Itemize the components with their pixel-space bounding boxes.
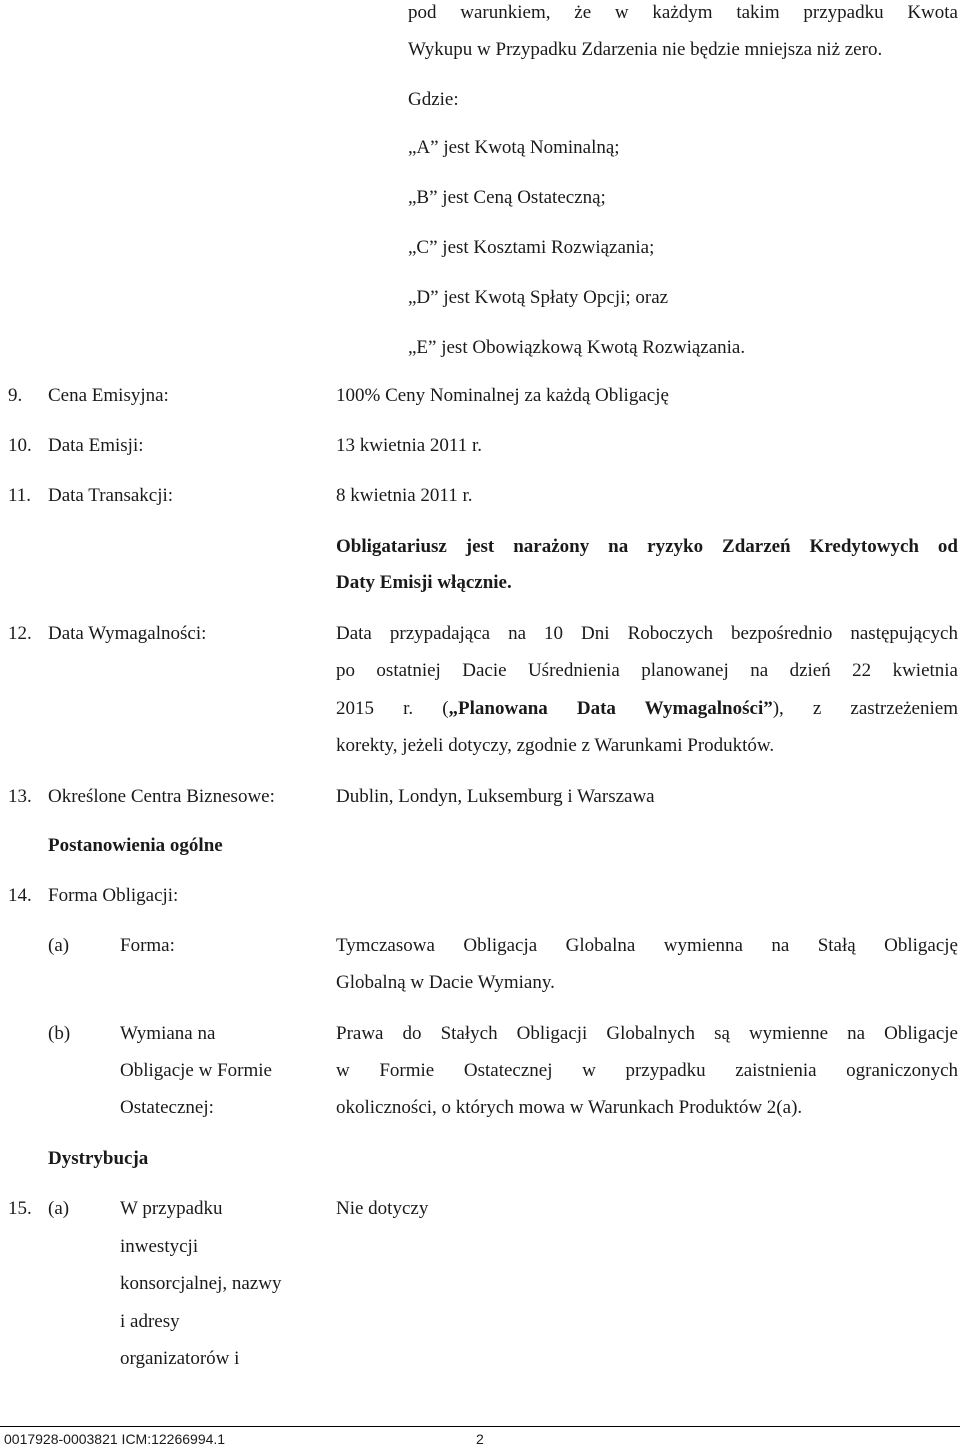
item-15a-label-1: W przypadku <box>120 1198 223 1219</box>
item-14-number: 14. <box>8 885 32 906</box>
item-13-number: 13. <box>8 786 32 807</box>
item-11-value: 8 kwietnia 2011 r. <box>336 485 473 506</box>
continuation-line-2: Wykupu w Przypadku Zdarzenia nie będzie mniejsza niż zero. <box>408 39 883 60</box>
item-14b-line-3: okoliczności, o których mowa w Warunkach Produktów 2(a). <box>336 1097 803 1118</box>
item-14b-line-2: w Formie Ostatecznej w przypadku zaistnienia ograniczonych <box>336 1060 958 1081</box>
item-14b-label-3: Ostatecznej: <box>120 1097 214 1118</box>
item-13-value: Dublin, Londyn, Luksemburg i Warszawa <box>336 786 655 807</box>
item-14b-label-1: Wymiana na <box>120 1023 216 1044</box>
item-15a-value: Nie dotyczy <box>336 1198 429 1219</box>
definition-e: „E” jest Obowiązkową Kwotą Rozwiązania. <box>408 337 746 358</box>
item-12-number: 12. <box>8 623 32 644</box>
item-10-label: Data Emisji: <box>48 435 144 456</box>
item-12-line-1: Data przypadająca na 10 Dni Roboczych bezpośrednio następujących <box>336 623 958 644</box>
item-15a-label-2: inwestycji <box>120 1236 199 1257</box>
item-15a-label-3: konsorcjalnej, nazwy <box>120 1273 282 1294</box>
definition-c: „C” jest Kosztami Rozwiązania; <box>408 237 655 258</box>
item-15-number: 15. <box>8 1198 32 1219</box>
item-14b-line-1: Prawa do Stałych Obligacji Globalnych są wymienne na Obligacje <box>336 1023 958 1044</box>
risk-note-line-1: Obligatariusz jest narażony na ryzyko Zdarzeń Kredytowych od <box>336 536 958 557</box>
item-9-value: 100% Ceny Nominalnej za każdą Obligację <box>336 385 669 406</box>
item-15a-label-5: organizatorów i <box>120 1348 240 1369</box>
item-12-line-3-start: 2015 r. ( <box>336 698 449 719</box>
item-9-number: 9. <box>8 385 23 406</box>
continuation-line-1: pod warunkiem, że w każdym takim przypadku Kwota <box>408 2 958 23</box>
footer-divider <box>0 1426 960 1427</box>
item-9-label: Cena Emisyjna: <box>48 385 169 406</box>
gdzie-label: Gdzie: <box>408 89 459 110</box>
definition-d: „D” jest Kwotą Spłaty Opcji; oraz <box>408 287 669 308</box>
item-15a-letter: (a) <box>48 1198 70 1219</box>
item-10-number: 10. <box>8 435 32 456</box>
item-15a-label-4: i adresy <box>120 1311 180 1332</box>
item-12-line-3-end: ), z zastrzeżeniem <box>772 698 958 719</box>
item-11-label: Data Transakcji: <box>48 485 174 506</box>
item-14a-line-2: Globalną w Dacie Wymiany. <box>336 972 555 993</box>
footer-document-reference: 0017928-0003821 ICM:12266994.1 <box>4 1431 226 1447</box>
item-14b-label-2: Obligacje w Formie <box>120 1060 272 1081</box>
item-14a-line-1: Tymczasowa Obligacja Globalna wymienna na Stałą Obligację <box>336 935 958 956</box>
item-12-line-2: po ostatniej Dacie Uśrednienia planowanej na dzień 22 kwietnia <box>336 660 958 681</box>
item-14-label: Forma Obligacji: <box>48 885 179 906</box>
footer-page-number: 2 <box>476 1431 484 1447</box>
definition-b: „B” jest Ceną Ostateczną; <box>408 187 606 208</box>
item-11-number: 11. <box>8 485 32 506</box>
item-12-line-3 <box>336 699 958 718</box>
item-13-label: Określone Centra Biznesowe: <box>48 786 275 807</box>
item-14a-label: Forma: <box>120 935 175 956</box>
item-14a-letter: (a) <box>48 935 70 956</box>
item-12-label: Data Wymagalności: <box>48 623 207 644</box>
section-heading-general: Postanowienia ogólne <box>48 835 223 856</box>
item-10-value: 13 kwietnia 2011 r. <box>336 435 482 456</box>
planned-maturity-date-term: „Planowana Data Wymagalności” <box>448 698 773 719</box>
item-14b-letter: (b) <box>48 1023 71 1044</box>
definition-a: „A” jest Kwotą Nominalną; <box>408 137 620 158</box>
section-heading-distribution: Dystrybucja <box>48 1148 149 1169</box>
risk-note-line-2: Daty Emisji włącznie. <box>336 572 512 593</box>
item-12-line-4: korekty, jeżeli dotyczy, zgodnie z Warunkami Produktów. <box>336 735 775 756</box>
